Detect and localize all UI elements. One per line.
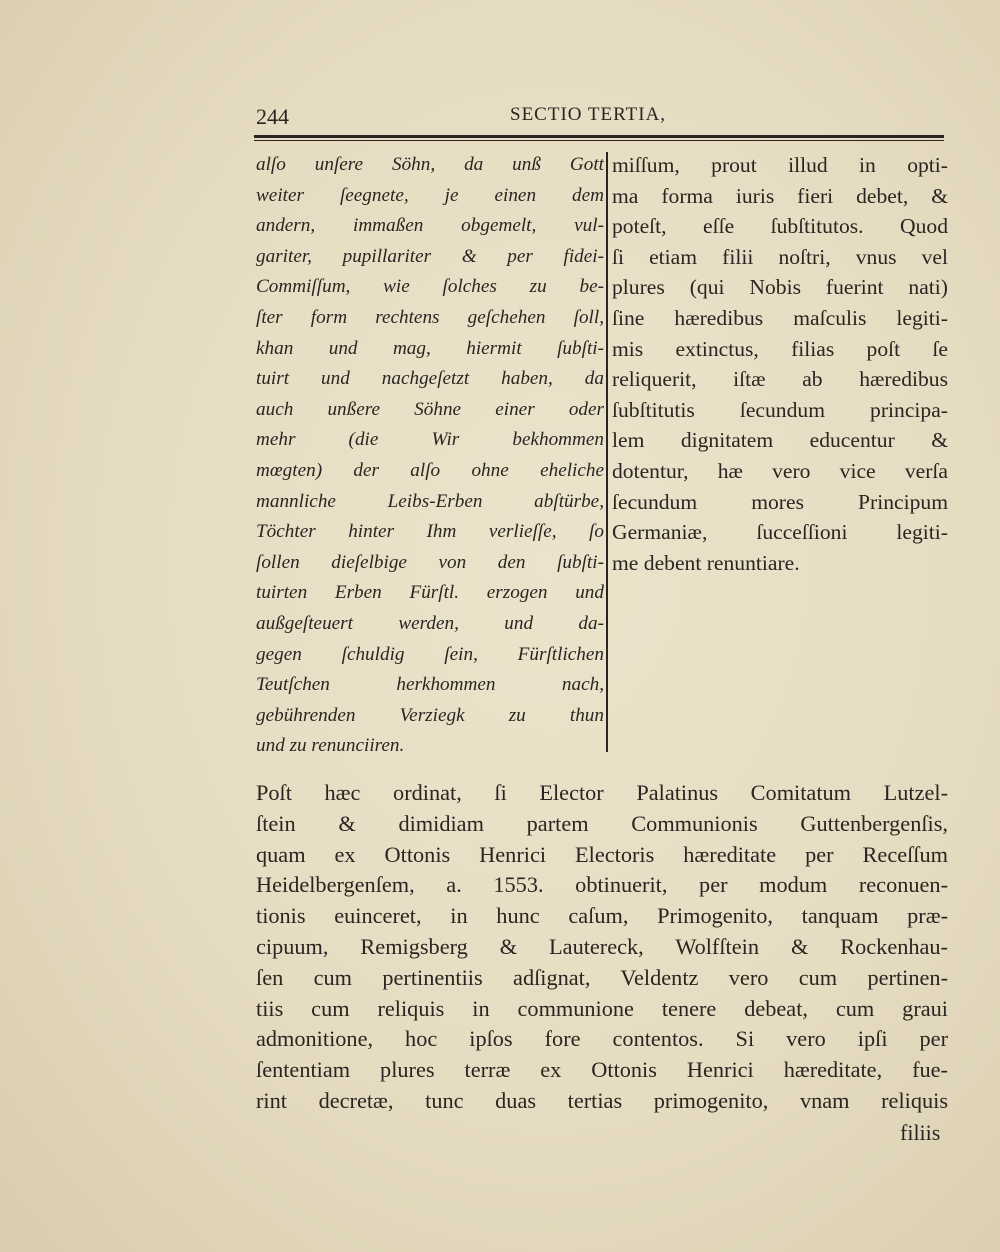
text-line: miſſum, prout illud in opti- — [612, 153, 948, 177]
page-number: 244 — [256, 104, 289, 129]
text-line: gebührenden Verziegk zu thun — [256, 704, 604, 726]
text-line: khan und mag, hiermit ſubſti- — [256, 337, 604, 359]
text-line: lem dignitatem educentur & — [612, 428, 948, 453]
text-line: reliquerit, iſtæ ab hæredibus — [612, 367, 948, 392]
german-column — [256, 150, 604, 762]
text-line: tionis euinceret, in hunc caſum, Primogenito, tanquam præ- — [256, 903, 948, 929]
text-line: weiter ſeegnete, je einen dem — [256, 184, 604, 206]
text-line: tuirten Erben Fürſtl. erzogen und — [256, 582, 604, 604]
text-line: mehr (die Wir bekhommen — [256, 429, 604, 451]
text-line: ſententiam plures terræ ex Ottonis Henrici hæreditate, fue- — [256, 1057, 948, 1083]
text-line: quam ex Ottonis Henrici Electoris hæreditate per Receſſum — [256, 841, 948, 867]
text-line: ſen cum pertinentiis adſignat, Veldentz vero cum pertinen- — [256, 964, 948, 990]
header-rule — [254, 135, 944, 138]
text-line: mœgten) der alſo ohne eheliche — [256, 459, 604, 481]
text-line: mannliche Leibs-Erben abſtürbe, — [256, 490, 604, 512]
text-line: dotentur, hæ vero vice verſa — [612, 458, 948, 483]
text-line: ſi etiam filii noſtri, vnus vel — [612, 244, 948, 269]
text-line: und zu renunciiren. — [256, 735, 405, 757]
text-line: tiis cum reliquis in communione tenere debeat, cum graui — [256, 995, 948, 1021]
running-head: SECTIO TERTIA, — [510, 104, 667, 125]
text-line: außgeſteuert werden, und da- — [256, 612, 604, 634]
text-line: Commiſſum, wie ſolches zu be- — [256, 276, 604, 298]
text-line: mis extinctus, filias poſt ſe — [612, 336, 948, 361]
text-line: Heidelbergenſem, a. 1553. obtinuerit, per modum reconuen- — [256, 872, 948, 898]
text-line: admonitione, hoc ipſos fore contentos. Si vero ipſi per — [256, 1026, 948, 1052]
text-line: andern, immaßen obgemelt, vul- — [256, 215, 604, 237]
catchword: filiis — [900, 1120, 941, 1145]
text-line: ma forma iuris fieri debet, & — [612, 183, 948, 208]
text-line: gariter, pupillariter & per fidei- — [256, 245, 604, 267]
text-line: me debent renuntiare. — [612, 550, 800, 575]
text-line: tuirt und nachgeſetzt haben, da — [256, 368, 604, 390]
column-divider — [606, 152, 608, 752]
text-line: Poſt hæc ordinat, ſi Elector Palatinus Comitatum Lutzel- — [256, 780, 948, 805]
text-line: alſo unſere Söhn, da unß Gott — [256, 154, 604, 175]
text-line: ſollen dieſelbige von den ſubſti- — [256, 551, 604, 573]
text-line: cipuum, Remigsberg & Lautereck, Wolfſtein & Rockenhau- — [256, 933, 948, 959]
text-line: ſubſtitutis ſecundum principa- — [612, 397, 948, 422]
text-line: Teutſchen herkhommen nach, — [256, 674, 604, 696]
text-line: ſecundum mores Principum — [612, 489, 948, 514]
text-line: Germaniæ, ſucceſſioni legiti- — [612, 520, 948, 545]
text-line: Töchter hinter Ihm verlieſſe, ſo — [256, 521, 604, 543]
text-line: auch unßere Söhne einer oder — [256, 398, 604, 420]
header-rule-thin — [254, 140, 944, 141]
text-line: gegen ſchuldig ſein, Fürſtlichen — [256, 643, 604, 665]
text-line: plures (qui Nobis fuerint nati) — [612, 275, 948, 300]
text-line: rint decretæ, tunc duas tertias primogenito, vnam reliquis — [256, 1087, 948, 1113]
text-line: ſtein & dimidiam partem Communionis Guttenbergenſis, — [256, 810, 948, 836]
text-line: ſter form rechtens geſchehen ſoll, — [256, 306, 604, 328]
body-paragraph — [256, 778, 948, 1117]
latin-column — [612, 150, 948, 578]
text-line: poteſt, eſſe ſubſtitutos. Quod — [612, 214, 948, 239]
text-line: ſine hæredibus maſculis legiti- — [612, 305, 948, 330]
